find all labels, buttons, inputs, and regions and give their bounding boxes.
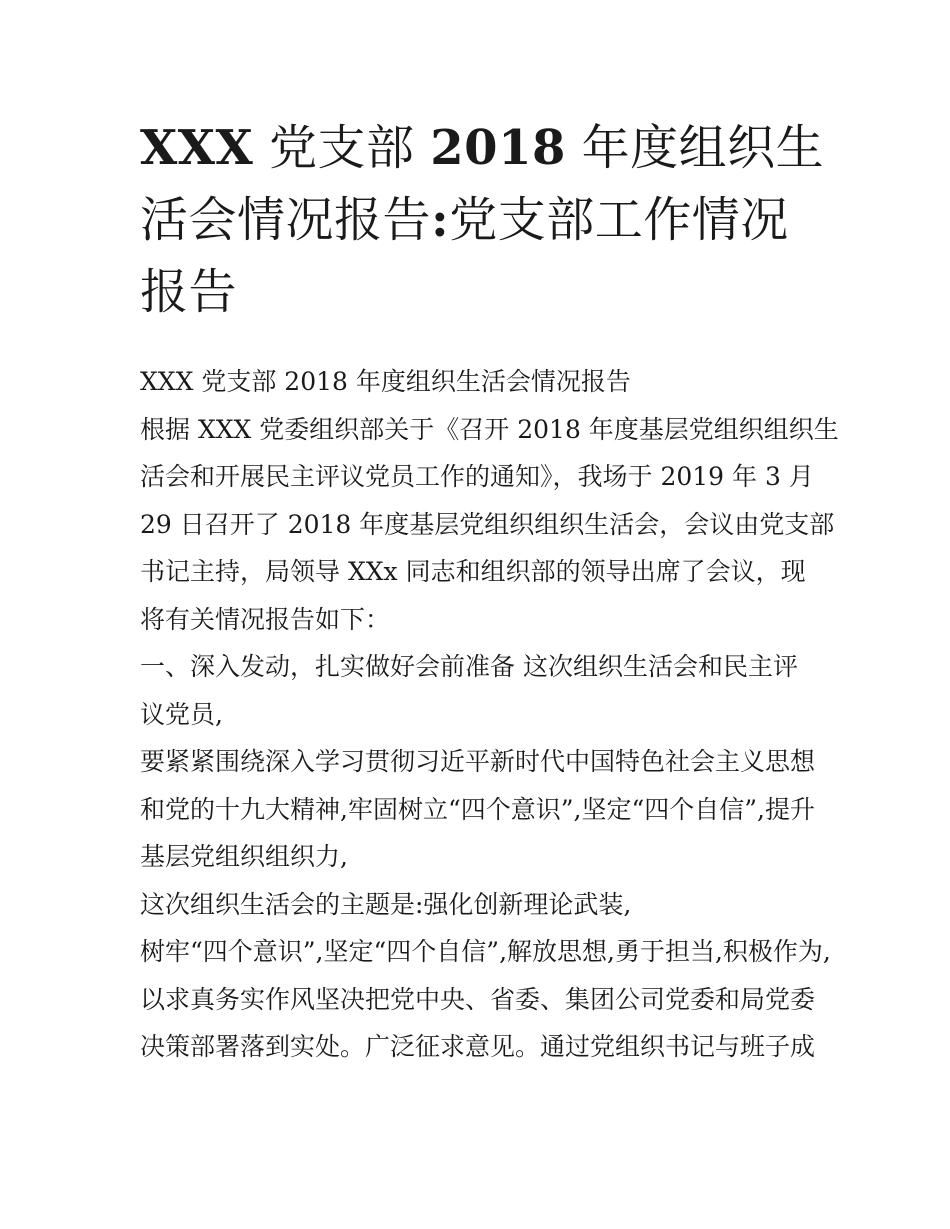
body-line: 活会和开展民主评议党员工作的通知》，我场于 2019 年 3 月 (140, 462, 814, 491)
title-line-3 (140, 256, 820, 328)
body-line: XXX 党支部 2018 年度组织生活会情况报告 (140, 367, 631, 396)
title-colon: : (431, 192, 450, 248)
document-body (140, 358, 839, 1071)
document-title (140, 112, 825, 328)
title-line-2 (140, 184, 820, 256)
title-text: 党支部 (253, 120, 431, 176)
body-line: 29 日召开了 2018 年度基层党组织组织生活会，会议由党支部 (140, 509, 835, 539)
title-text: 党支部工作情况 (449, 192, 789, 248)
title-year: 2018 (430, 120, 566, 176)
title-text: 活会情况报告 (140, 192, 432, 248)
title-line-1 (140, 112, 825, 184)
body-line: 议党员, (140, 699, 223, 729)
title-org-code: XXX (140, 120, 254, 176)
body-line: 决策部署落到实处。广泛征求意见。通过党组织书记与班子成 (140, 1032, 816, 1061)
body-line: 基层党组织组织力, (140, 842, 348, 871)
body-line: 一、深入发动，扎实做好会前准备 这次组织生活会和民主评 (140, 652, 798, 681)
body-line: 根据 XXX 党委组织部关于《召开 2018 年度基层党组织组织生 (140, 414, 839, 444)
body-line: 以求真务实作风坚决把党中央、省委、集团公司党委和局党委 (140, 984, 816, 1014)
body-line: 和党的十九大精神,牢固树立“四个意识”,坚定“四个自信”,提升 (140, 794, 815, 824)
body-line: 书记主持，局领导 XXx 同志和组织部的领导出席了会议，现 (140, 557, 806, 586)
body-line: 要紧紧围绕深入学习贯彻习近平新时代中国特色社会主义思想 (140, 747, 816, 776)
body-line: 将有关情况报告如下： (140, 604, 391, 634)
title-text: 年度组织生 (565, 120, 825, 176)
body-line: 这次组织生活会的主题是:强化创新理论武装, (140, 889, 632, 919)
title-text: 报告 (140, 264, 238, 320)
body-line: 树牢“四个意识”,坚定“四个自信”,解放思想,勇于担当,积极作为, (140, 937, 831, 966)
